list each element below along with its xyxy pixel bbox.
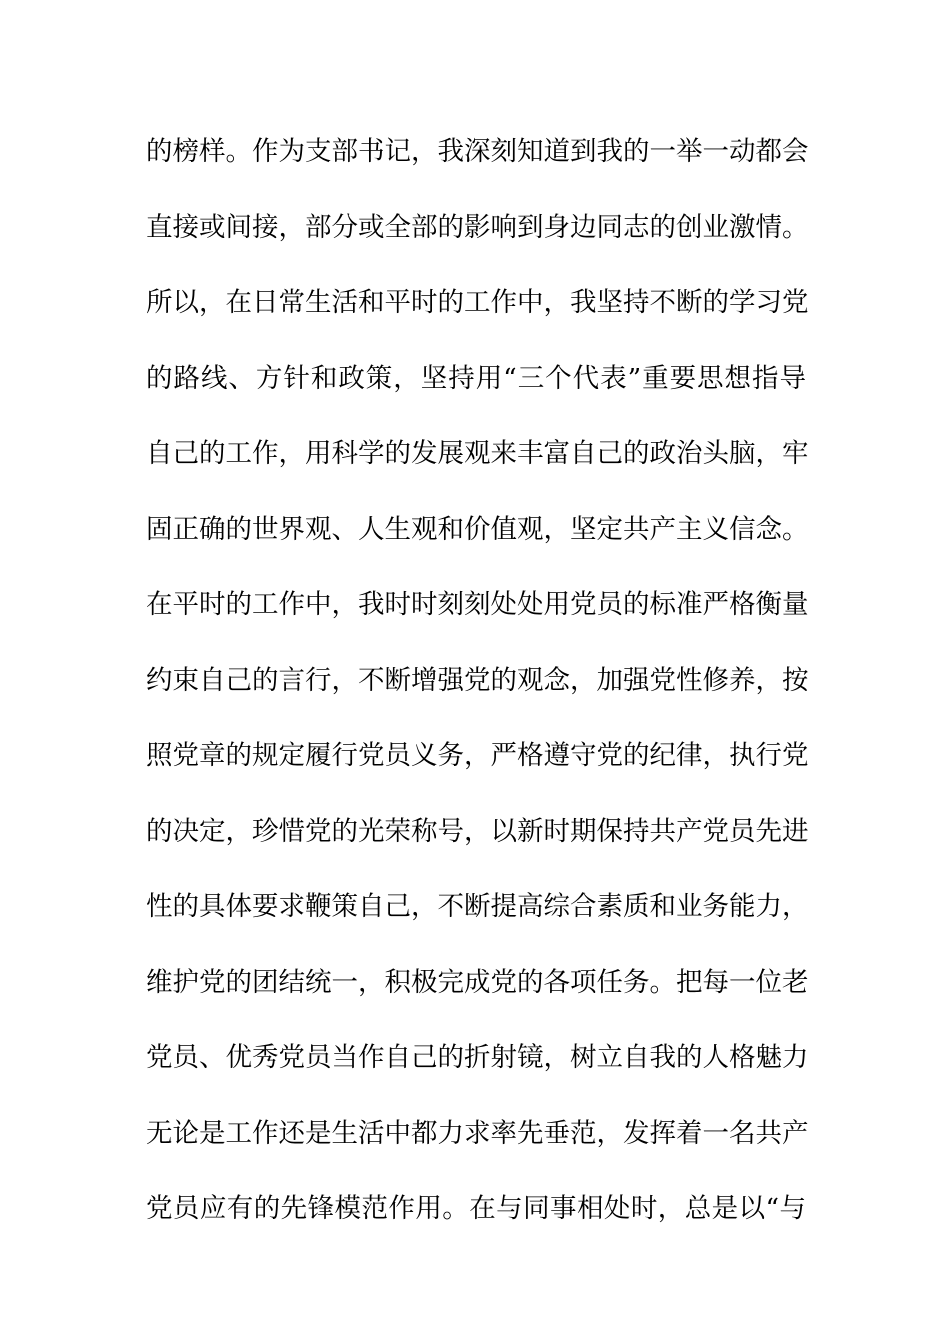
text-line: 固正确的世界观、人生观和价值观，坚定共产主义信念。 xyxy=(146,513,809,545)
text-line: 维护党的团结统一，积极完成党的各项任务。把每一位老 xyxy=(146,966,809,998)
text-line: 自己的工作，用科学的发展观来丰富自己的政治头脑，牢 xyxy=(146,438,809,469)
body-text xyxy=(146,130,809,1263)
text-line: 的决定，珍惜党的光荣称号，以新时期保持共产党员先进 xyxy=(146,815,809,847)
text-line: 党员应有的先锋模范作用。在与同事相处时，总是以“与 xyxy=(146,1193,806,1224)
text-line: 约束自己的言行，不断增强党的观念，加强党性修养，按 xyxy=(146,664,809,696)
text-line: 所以，在日常生活和平时的工作中，我坚持不断的学习党 xyxy=(146,287,809,318)
text-line: 党员、优秀党员当作自己的折射镜，树立自我的人格魅力 xyxy=(146,1042,809,1073)
text-line: 直接或间接，部分或全部的影响到身边同志的创业激情。 xyxy=(146,211,809,243)
text-line: 无论是工作还是生活中都力求率先垂范，发挥着一名共产 xyxy=(146,1117,809,1149)
text-line: 的榜样。作为支部书记，我深刻知道到我的一举一动都会 xyxy=(146,136,809,167)
text-line: 照党章的规定履行党员义务，严格遵守党的纪律，执行党 xyxy=(146,740,809,771)
text-line: 在平时的工作中，我时时刻刻处处用党员的标准严格衡量 xyxy=(146,589,809,620)
text-line: 性的具体要求鞭策自己，不断提高综合素质和业务能力， xyxy=(146,891,809,922)
text-line: 的路线、方针和政策，坚持用“三个代表”重要思想指导 xyxy=(146,362,806,394)
